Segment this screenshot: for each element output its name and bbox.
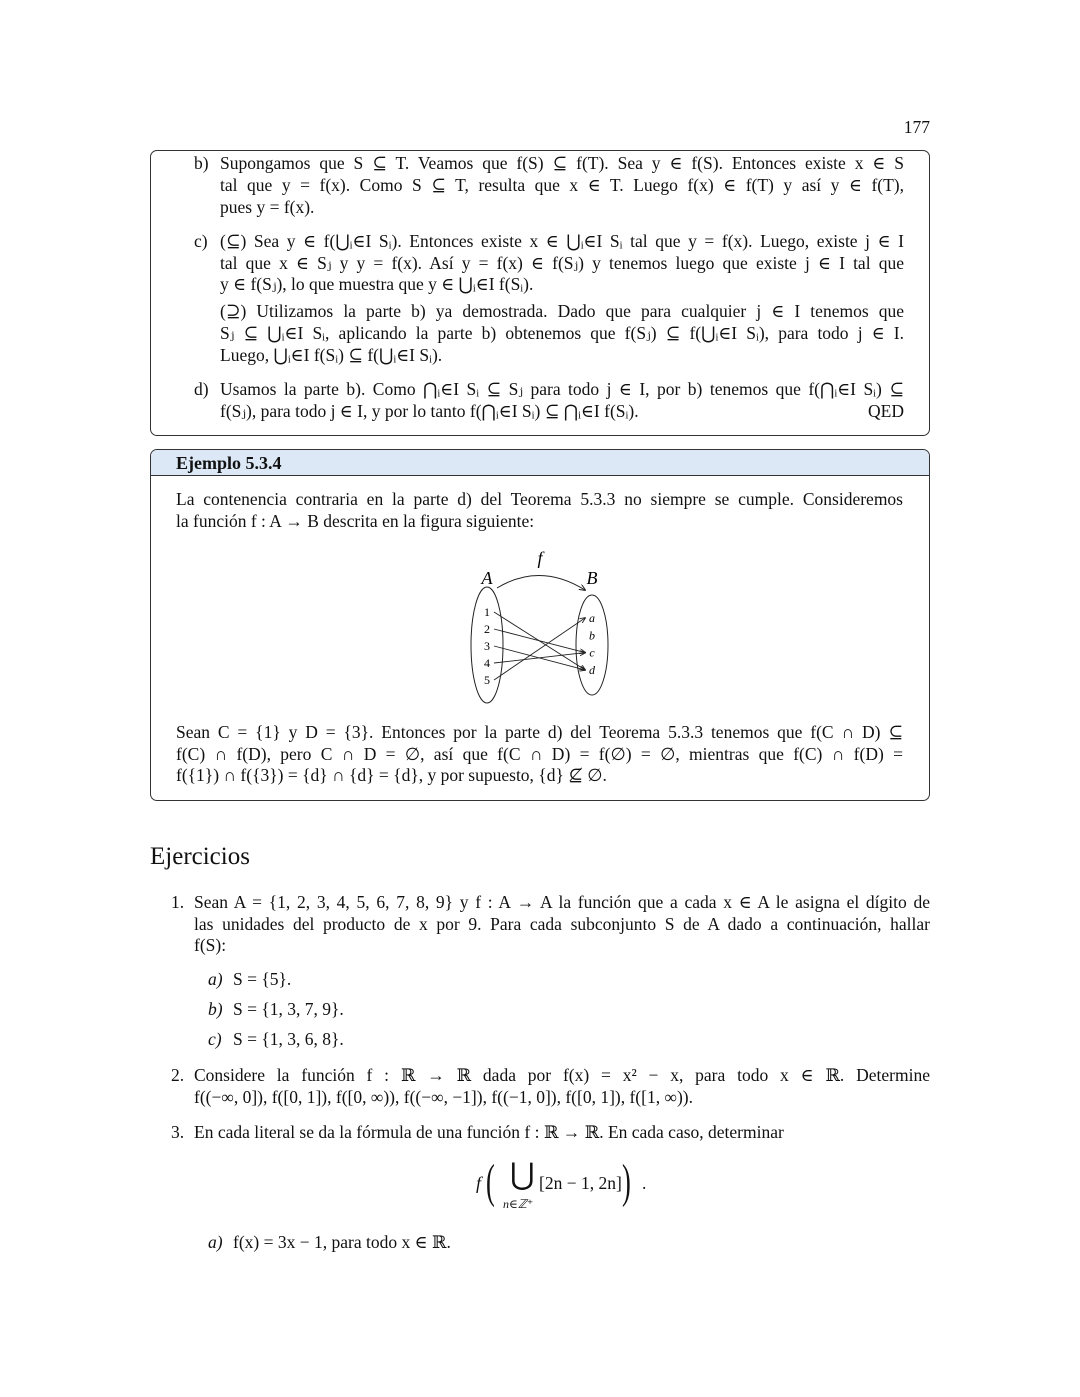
- domain-element: 1: [484, 605, 490, 619]
- page-number: 177: [903, 117, 930, 137]
- exercise-line: Sean A = {1, 2, 3, 4, 5, 6, 7, 8, 9} y f : A → A la función que a cada x ∈ A le asigna el dígito de: [194, 892, 930, 912]
- function-label: f: [537, 548, 543, 568]
- proof-c-line: Sⱼ ⊆ ⋃ᵢ∈I Sᵢ, aplicando la parte b) obtenemos que f(Sⱼ) ⊆ f(⋃ᵢ∈I Sᵢ), para todo j ∈ I.: [220, 323, 904, 343]
- exercise-number: 2.: [171, 1065, 185, 1085]
- sub-text: S = {5}.: [233, 969, 292, 989]
- item-label-b: b): [194, 153, 209, 173]
- codomain-element: c: [589, 645, 595, 660]
- domain-element: 5: [484, 673, 490, 687]
- proof-b-line: Supongamos que S ⊆ T. Veamos que f(S) ⊆ f(T). Sea y ∈ f(S). Entonces existe x ∈ S: [220, 153, 904, 173]
- example-after-line: f({1}) ∩ f({3}) = {d} ∩ {d} = {d}, y por supuesto, {d} ⊈ ∅.: [176, 765, 607, 785]
- codomain-label: B: [586, 568, 598, 588]
- proof-c-line: (⊆) Sea y ∈ f(⋃ᵢ∈I Sᵢ). Entonces existe x ∈ ⋃ᵢ∈I Sᵢ tal que y = f(x). Luego, existe j ∈ I: [220, 231, 904, 251]
- exercise-line: Considere la función f : ℝ → ℝ dada por f(x) = x² − x, para todo x ∈ ℝ. Determine: [194, 1065, 930, 1085]
- item-label-c: c): [194, 231, 208, 251]
- sub-text: S = {1, 3, 6, 8}.: [233, 1029, 344, 1049]
- codomain-element: d: [589, 662, 595, 677]
- proof-b-line: pues y = f(x).: [220, 197, 315, 217]
- sub-label: c): [208, 1029, 222, 1049]
- sub-label: a): [208, 969, 223, 989]
- domain-element: 2: [484, 622, 490, 636]
- item-label-d: d): [194, 379, 209, 399]
- example-after-line: Sean C = {1} y D = {3}. Entonces por la parte d) del Teorema 5.3.3 tenemos que f(C ∩ D) ⊆: [176, 722, 903, 742]
- exercise-line: En cada literal se da la fórmula de una función f : ℝ → ℝ. En cada caso, determinar: [194, 1122, 784, 1142]
- function-arrow: [497, 575, 585, 590]
- exercise-number: 1.: [171, 892, 185, 912]
- exercise-line: las unidades del producto de x por 9. Para cada subconjunto S de A dado a continuación, hallar: [194, 914, 930, 934]
- example-intro-line: La contenencia contraria en la parte d) del Teorema 5.3.3 no siempre se cumple. Consideremos: [176, 489, 903, 509]
- proof-c-line: Luego, ⋃ᵢ∈I f(Sᵢ) ⊆ f(⋃ᵢ∈I Sᵢ).: [220, 345, 443, 365]
- sub-label: a): [208, 1232, 223, 1252]
- codomain-element: a: [589, 611, 595, 625]
- proof-c-line: tal que x ∈ Sⱼ y y = f(x). Así y = f(x) ∈ f(Sⱼ) y tenemos luego que existe j ∈ I tal que: [220, 253, 904, 273]
- exercises-heading: Ejercicios: [150, 843, 250, 870]
- proof-c-line: y ∈ f(Sⱼ), lo que muestra que y ∈ ⋃ᵢ∈I f(Sᵢ).: [220, 274, 534, 294]
- proof-d-line: f(Sⱼ), para todo j ∈ I, y por lo tanto f(⋂ᵢ∈I Sᵢ) ⊆ ⋂ᵢ∈I f(Sᵢ).: [220, 401, 639, 421]
- proof-c-line: (⊇) Utilizamos la parte b) ya demostrada. Dado que para cualquier j ∈ I tenemos que: [220, 301, 904, 321]
- qed-mark: QED: [868, 401, 904, 421]
- exercise-line: f(S):: [194, 935, 227, 955]
- example-title: Ejemplo 5.3.4: [176, 453, 282, 473]
- sub-text: S = {1, 3, 7, 9}.: [233, 999, 344, 1019]
- codomain-element: b: [589, 628, 595, 643]
- example-after-line: f(C) ∩ f(D), pero C ∩ D = ∅, así que f(C ∩ D) = f(∅) = ∅, mientras que f(C) ∩ f(D) =: [176, 744, 903, 764]
- union-index: n∈ℤ⁺: [503, 1197, 534, 1211]
- domain-element: 3: [484, 639, 490, 653]
- domain-label: A: [481, 568, 493, 588]
- domain-element: 4: [484, 656, 490, 670]
- proof-b-line: tal que y = f(x). Como S ⊆ T, resulta que x ∈ T. Luego f(x) ∈ f(T) y así y ∈ f(T),: [220, 175, 904, 195]
- exercise-line: f((−∞, 0]), f([0, 1]), f([0, ∞)), f((−∞, −1]), f((−1, 0]), f([0, 1]), f([1, ∞)).: [194, 1087, 693, 1107]
- sub-label: b): [208, 999, 223, 1019]
- exercise-number: 3.: [171, 1122, 185, 1142]
- proof-d-line: Usamos la parte b). Como ⋂ᵢ∈I Sᵢ ⊆ Sⱼ para todo j ∈ I, por b) tenemos que f(⋂ᵢ∈I Sᵢ) ⊆: [220, 379, 904, 399]
- big-union: ⋃: [510, 1158, 535, 1191]
- sub-text: f(x) = 3x − 1, para todo x ∈ ℝ.: [233, 1232, 451, 1252]
- example-intro-line: la función f : A → B descrita en la figura siguiente:: [176, 511, 535, 531]
